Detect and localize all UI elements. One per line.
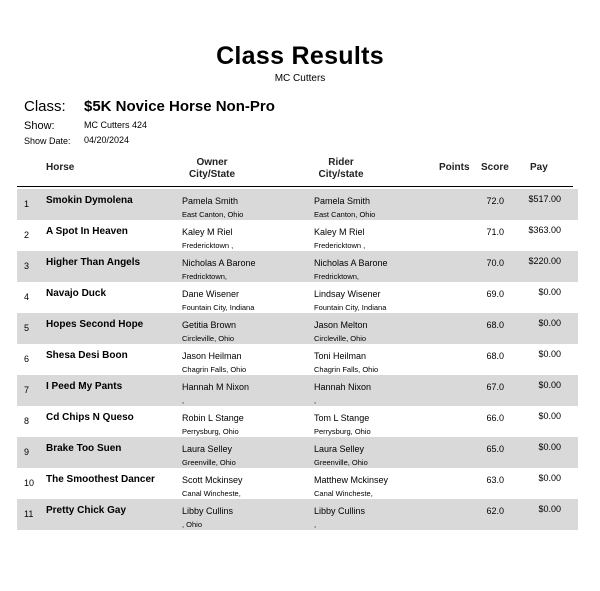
score-value: 69.0 [486,289,504,299]
rider-name: Hannah Nixon [314,382,372,392]
table-row [17,499,578,530]
owner-location: Chagrin Falls, Ohio [182,365,247,374]
pay-value: $0.00 [538,411,561,421]
rider-name: Matthew Mckinsey [314,475,389,485]
rider-location: , [314,396,317,405]
score-value: 70.0 [486,258,504,268]
col-owner-header [172,157,252,181]
row-number: 5 [24,323,30,333]
row-number: 2 [24,230,30,240]
owner-location: Fredericktown , [182,241,234,250]
rider-name: Nicholas A Barone [314,258,388,268]
row-number: 8 [24,416,30,426]
table-row [17,375,578,406]
page-title: Class Results [216,42,384,70]
rider-location: Greenville, Ohio [314,458,368,467]
rider-name: Libby Cullins [314,506,366,516]
score-value: 63.0 [486,475,504,485]
row-number: 11 [24,509,34,519]
owner-location: , [182,396,185,405]
page-subtitle: MC Cutters [274,73,326,84]
owner-name: Pamela Smith [182,196,239,206]
horse-name: Smokin Dymolena [46,195,133,206]
pay-value: $0.00 [538,504,561,514]
col-rider-line1: Rider [328,157,354,168]
owner-name: Scott Mckinsey [182,475,243,485]
row-number: 1 [24,199,30,209]
owner-location: Greenville, Ohio [182,458,236,467]
owner-name: Getitia Brown [182,320,237,330]
horse-name: A Spot In Heaven [46,226,128,237]
score-value: 62.0 [486,506,504,516]
rider-location: Chagrin Falls, Ohio [314,365,379,374]
rider-name: Pamela Smith [314,196,371,206]
horse-name: Shesa Desi Boon [46,350,128,361]
owner-name: Hannah M Nixon [182,382,250,392]
owner-location: Fredricktown, [182,272,228,281]
horse-name: The Smoothest Dancer [46,474,155,485]
pay-value: $0.00 [538,318,561,328]
pay-value: $0.00 [538,380,561,390]
table-row [17,313,578,344]
table-row [17,468,578,499]
col-points-header: Points [439,162,470,173]
owner-name: Dane Wisener [182,289,240,299]
rider-name: Tom L Stange [314,413,370,423]
pay-value: $517.00 [528,194,561,204]
col-rider-line2: City/state [318,169,364,180]
score-value: 65.0 [486,444,504,454]
horse-name: Hopes Second Hope [46,319,144,330]
score-value: 72.0 [486,196,504,206]
table-row [17,344,578,375]
owner-location: East Canton, Ohio [182,210,244,219]
row-number: 10 [24,478,35,488]
pay-value: $0.00 [538,473,561,483]
pay-value: $0.00 [538,442,561,452]
horse-name: I Peed My Pants [46,381,123,392]
horse-name: Pretty Chick Gay [46,505,127,516]
col-owner-line2: City/State [188,169,236,180]
row-number: 7 [24,385,30,395]
rider-location: Fredricktown, [314,272,360,281]
col-pay-header: Pay [530,162,548,173]
table-row [17,406,578,437]
score-value: 71.0 [486,227,504,237]
rider-name: Toni Heilman [314,351,367,361]
rider-name: Lindsay Wisener [314,289,381,299]
owner-location: Fountain City, Indiana [182,303,255,312]
rider-location: Circleville, Ohio [314,334,367,343]
score-value: 68.0 [486,351,504,361]
horse-name: Navajo Duck [46,288,107,299]
row-number: 9 [24,447,30,457]
owner-name: Robin L Stange [182,413,244,423]
rider-location: East Canton, Ohio [314,210,376,219]
horse-name: Brake Too Suen [46,443,122,454]
owner-name: Kaley M Riel [182,227,233,237]
row-number: 3 [24,261,30,271]
col-owner-line1: Owner [196,157,228,168]
results-table [17,189,578,530]
owner-location: , Ohio [182,520,203,529]
table-row [17,282,578,313]
pay-value: $363.00 [528,225,561,235]
pay-value: $220.00 [528,256,561,266]
pay-value: $0.00 [538,287,561,297]
header-divider [17,186,573,187]
date-value: 04/20/2024 [84,135,130,145]
owner-location: Perrysburg, Ohio [182,427,239,436]
horse-name: Cd Chips N Queso [46,412,134,423]
show-label: Show: [24,120,55,132]
class-value: $5K Novice Horse Non-Pro [84,98,275,115]
owner-location: Circleville, Ohio [182,334,235,343]
rider-name: Kaley M Riel [314,227,365,237]
date-label: Show Date: [24,136,71,146]
owner-name: Jason Heilman [182,351,242,361]
show-value: MC Cutters 424 [84,120,148,130]
owner-name: Nicholas A Barone [182,258,256,268]
rider-location: Fredericktown , [314,241,366,250]
owner-name: Laura Selley [182,444,233,454]
owner-location: Canal Wincheste, [182,489,241,498]
score-value: 67.0 [486,382,504,392]
row-number: 4 [24,292,30,302]
rider-location: , [314,520,317,529]
owner-name: Libby Cullins [182,506,234,516]
class-label: Class: [24,98,66,115]
col-score-header: Score [481,162,509,173]
rider-name: Laura Selley [314,444,365,454]
table-row [17,220,578,251]
row-number: 6 [24,354,30,364]
rider-name: Jason Melton [314,320,368,330]
rider-location: Perrysburg, Ohio [314,427,371,436]
table-row [17,251,578,282]
rider-location: Canal Wincheste, [314,489,373,498]
score-value: 66.0 [486,413,504,423]
rider-location: Fountain City, Indiana [314,303,387,312]
horse-name: Higher Than Angels [46,257,141,268]
table-row [17,189,578,220]
col-horse-header: Horse [46,162,75,173]
col-rider-header [301,157,381,181]
pay-value: $0.00 [538,349,561,359]
table-row [17,437,578,468]
score-value: 68.0 [486,320,504,330]
